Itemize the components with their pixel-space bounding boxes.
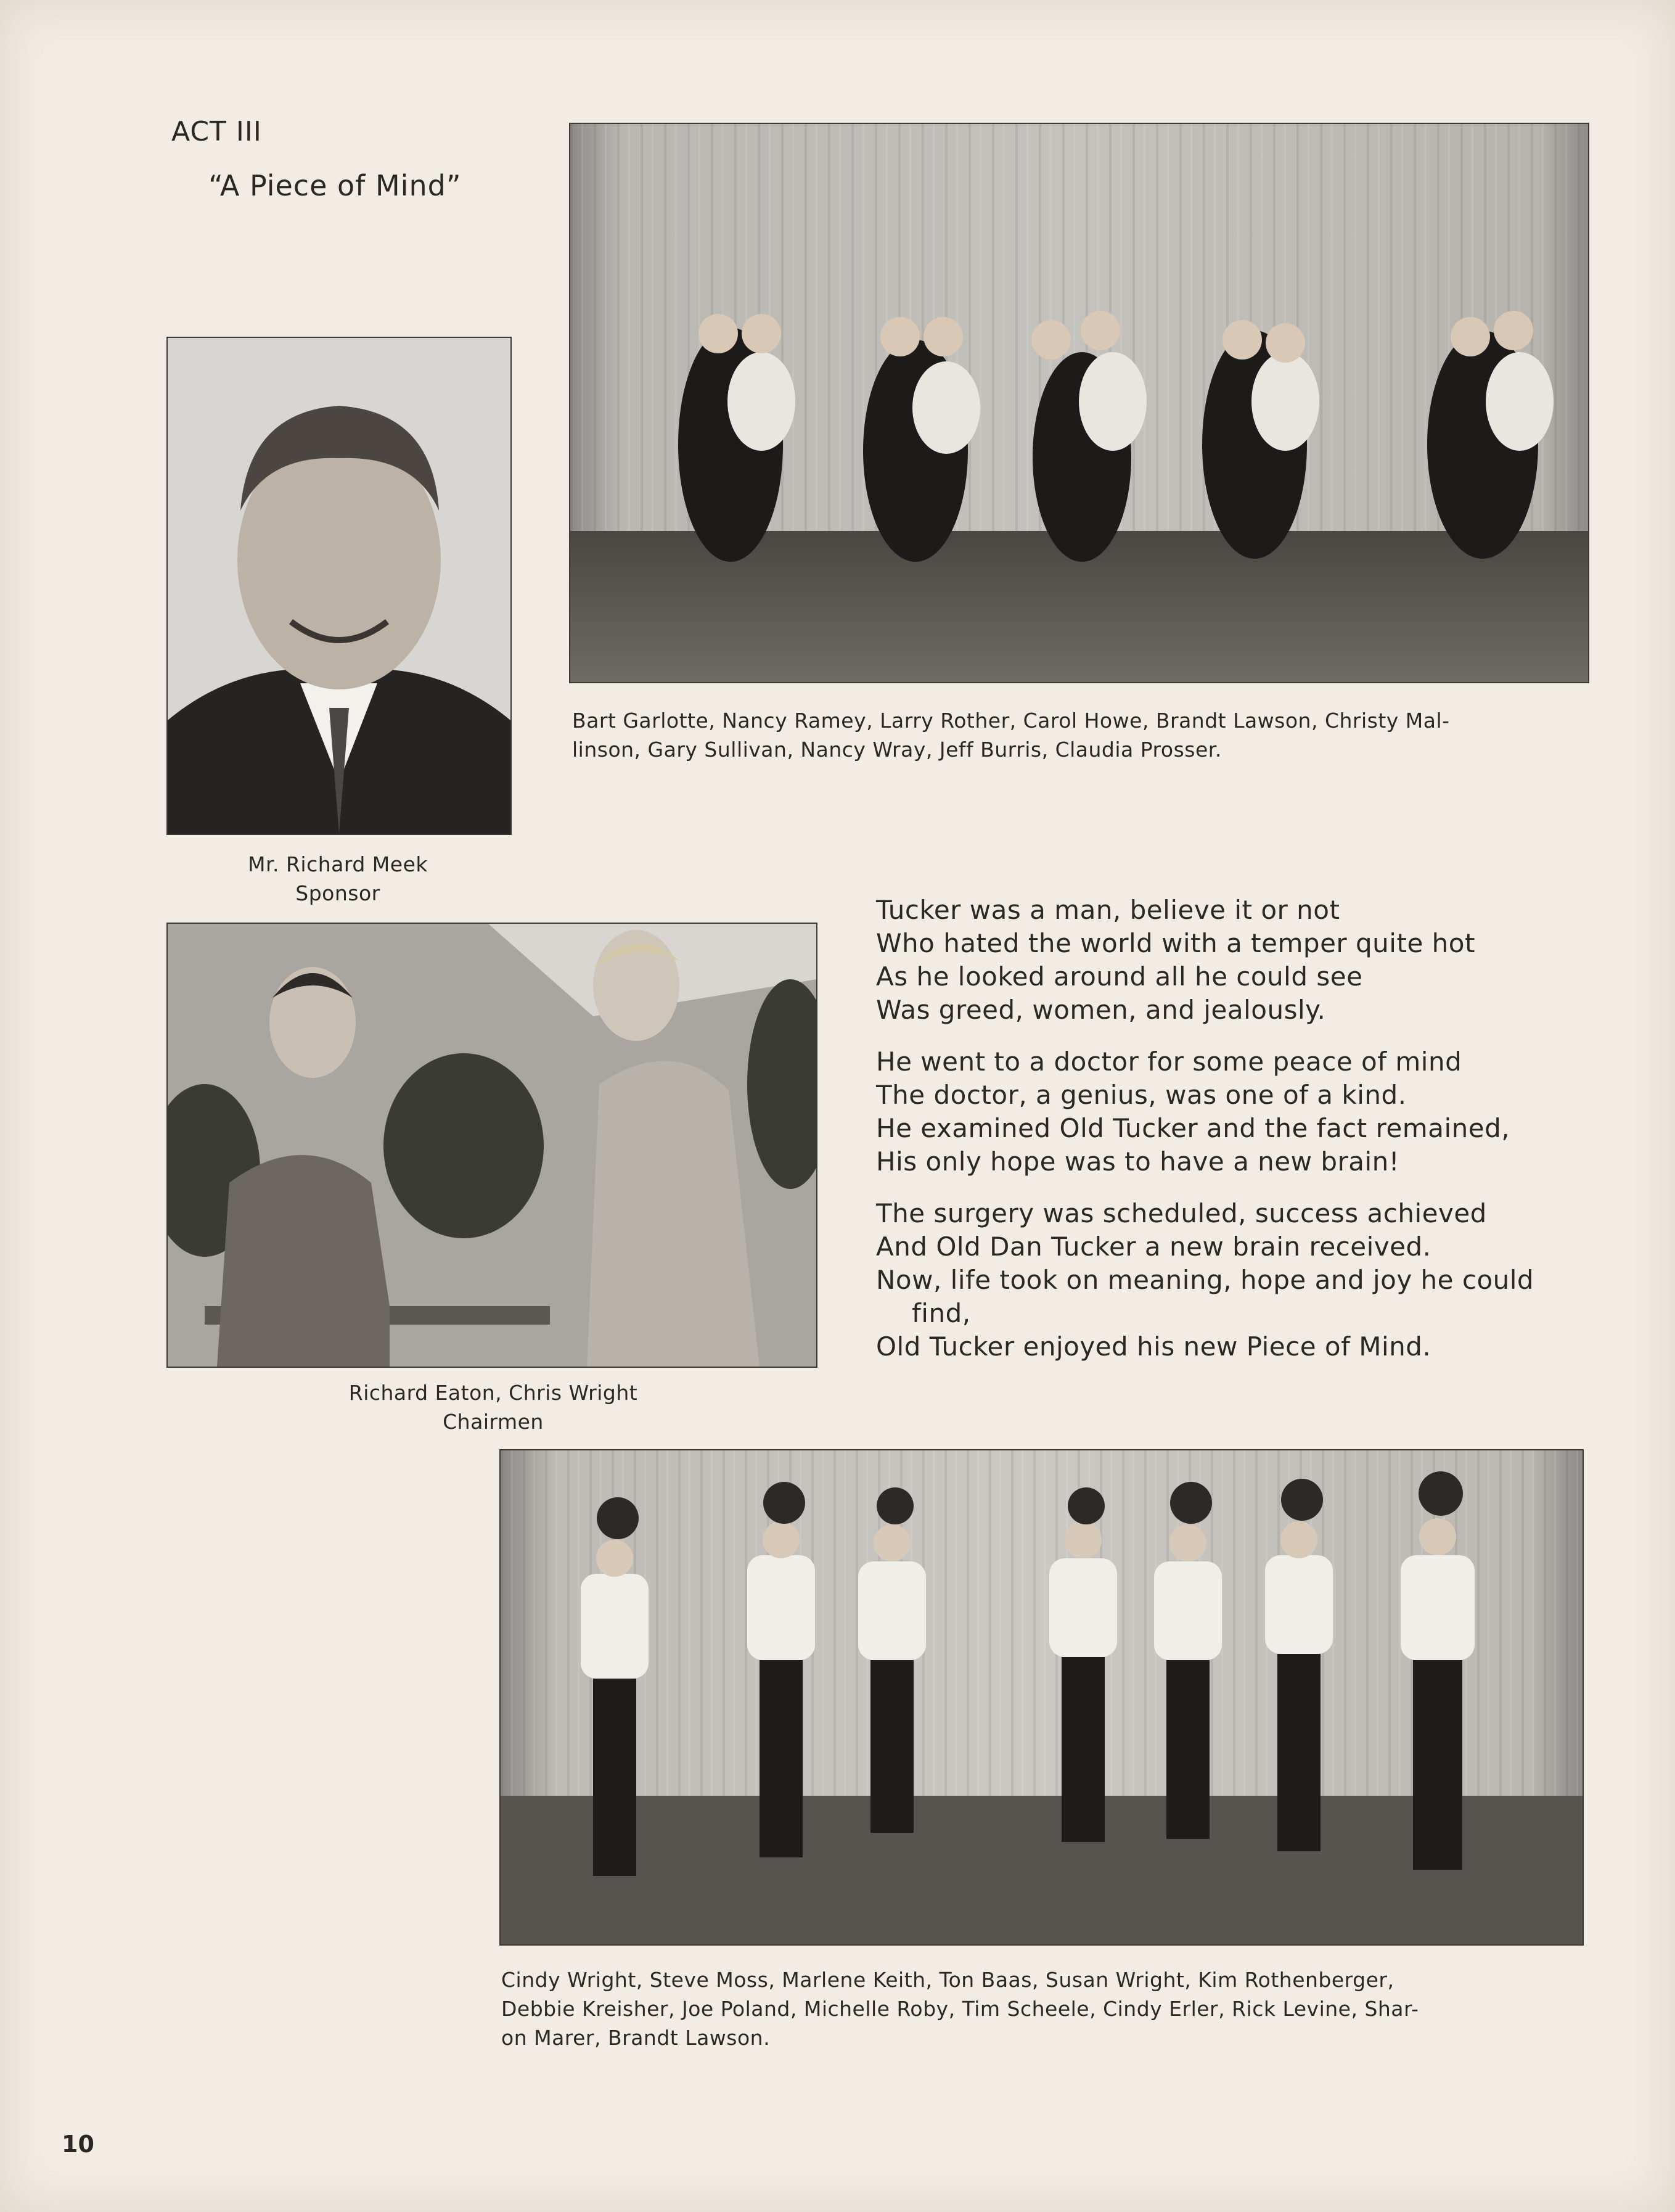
stage-photo-bottom <box>499 1449 1584 1946</box>
chairmen-names: Richard Eaton, Chris Wright <box>348 1381 638 1405</box>
chairmen-photo <box>166 923 817 1368</box>
poem-line: find, <box>912 1298 971 1328</box>
sponsor-portrait <box>166 337 512 835</box>
chairmen-role: Chairmen <box>443 1410 544 1434</box>
caption-bottom-line1: Cindy Wright, Steve Moss, Marlene Keith, Ton Baas, Susan Wright, Kim Rothenberger, <box>501 1968 1394 1992</box>
caption-bottom-line2: Debbie Kreisher, Joe Poland, Michelle Roby, Tim Scheele, Cindy Erler, Rick Levine, Shar- <box>501 1997 1419 2021</box>
stage-photo-top <box>569 123 1589 683</box>
poem-line: He went to a doctor for some peace of mind <box>876 1046 1462 1077</box>
sponsor-role: Sponsor <box>295 881 380 905</box>
sponsor-name: Mr. Richard Meek <box>248 852 428 876</box>
poem-stanza-1 <box>876 894 1616 1027</box>
poem-line: The surgery was scheduled, success achieved <box>876 1198 1487 1228</box>
poem-line: Now, life took on meaning, hope and joy he could <box>876 1265 1534 1295</box>
poem-stanza-2 <box>876 1045 1616 1178</box>
poem-line: He examined Old Tucker and the fact remained, <box>876 1113 1510 1143</box>
poem-line: As he looked around all he could see <box>876 961 1363 992</box>
caption-top-line1: Bart Garlotte, Nancy Ramey, Larry Rother, Carol Howe, Brandt Lawson, Christy Mal- <box>572 709 1450 733</box>
poem-line: His only hope was to have a new brain! <box>876 1146 1400 1177</box>
poem-line: Tucker was a man, believe it or not <box>876 895 1340 925</box>
poem-line: Who hated the world with a temper quite hot <box>876 928 1475 958</box>
poem-line: The doctor, a genius, was one of a kind. <box>876 1080 1407 1110</box>
caption-top-line2: linson, Gary Sullivan, Nancy Wray, Jeff Burris, Claudia Prosser. <box>572 738 1222 762</box>
poem-stanza-3 <box>876 1197 1616 1363</box>
poem <box>876 894 1616 1382</box>
page-number: 10 <box>62 2131 94 2158</box>
poem-line: And Old Dan Tucker a new brain received. <box>876 1231 1431 1262</box>
caption-bottom-line3: on Marer, Brandt Lawson. <box>501 2026 771 2050</box>
page-title: “A Piece of Mind” <box>208 169 462 202</box>
poem-line: Old Tucker enjoyed his new Piece of Mind. <box>876 1331 1431 1362</box>
act-heading: ACT III <box>171 116 262 147</box>
poem-line: Was greed, women, and jealously. <box>876 995 1326 1025</box>
